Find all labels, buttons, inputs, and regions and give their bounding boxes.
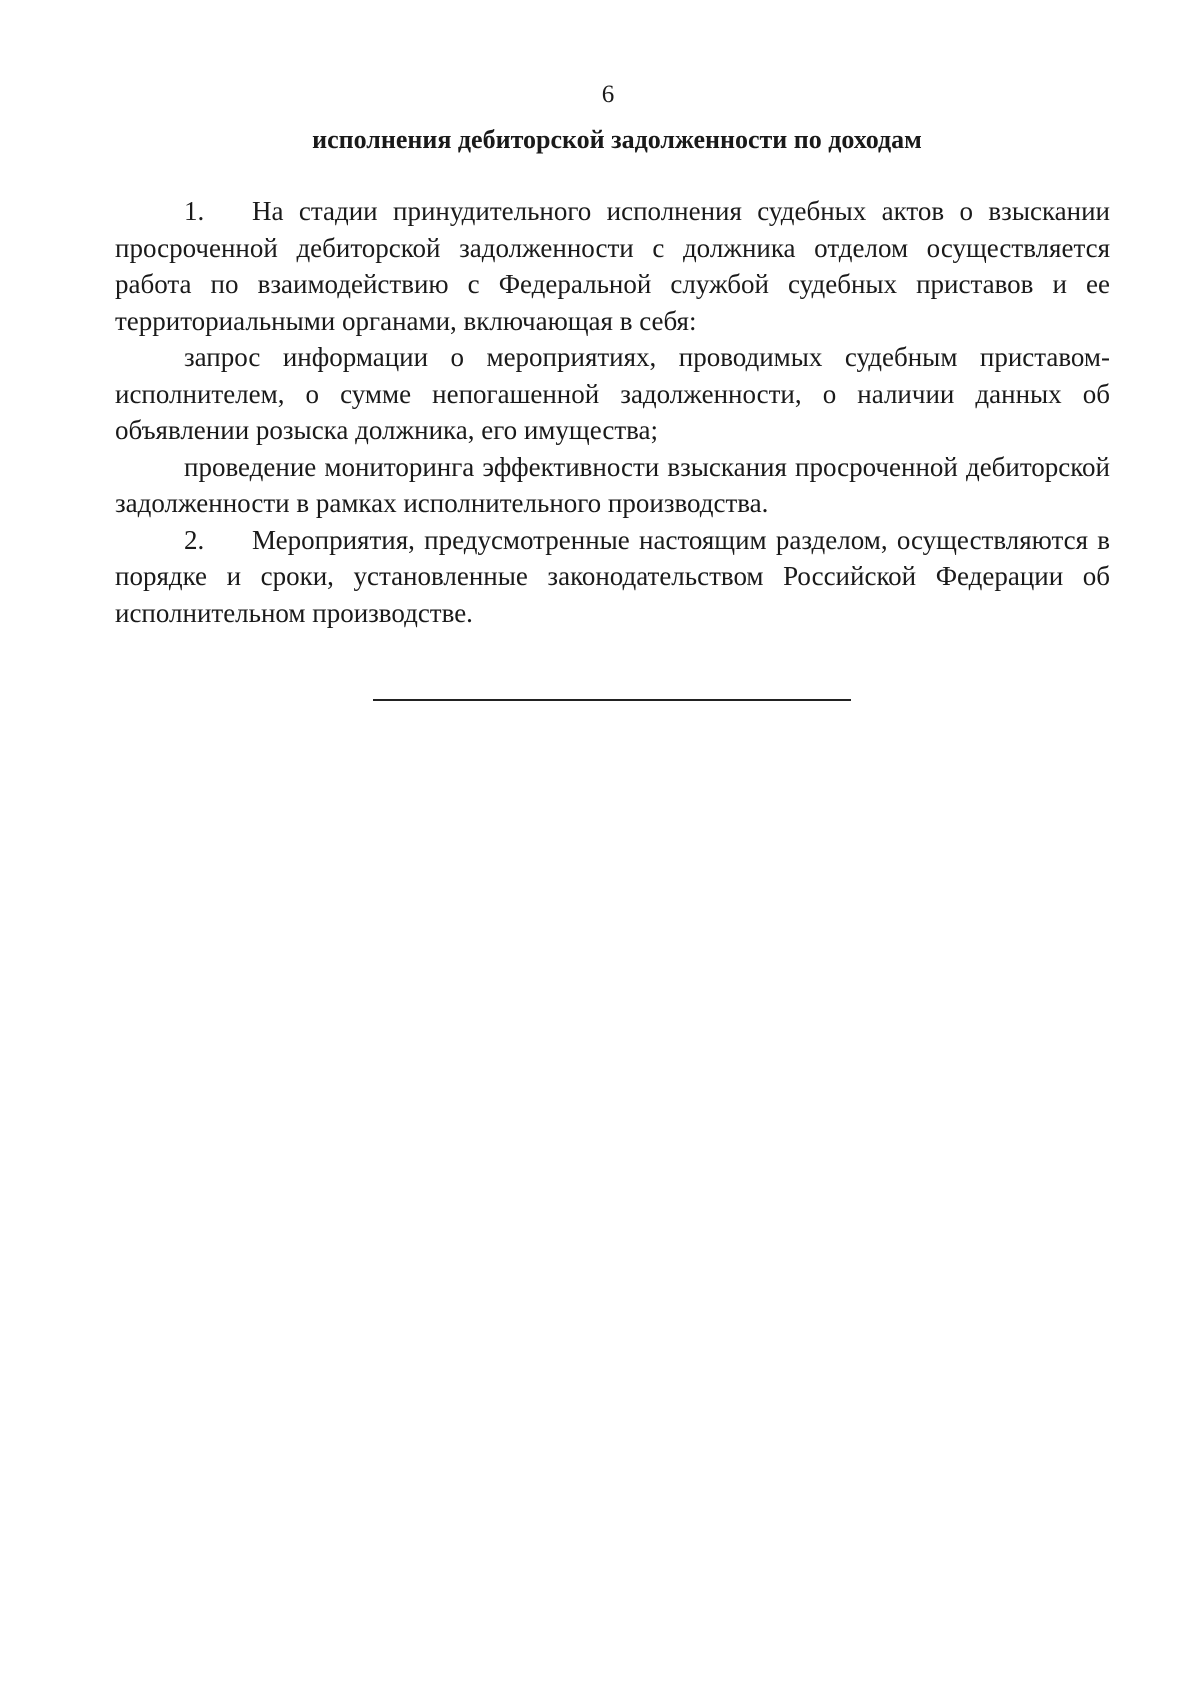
paragraph-1 — [115, 193, 1110, 339]
document-body — [115, 193, 1110, 631]
paragraph-text: проведение мониторинга эффективности взыскания просроченной дебиторской задолженности в рамках исполнительного производства. — [115, 451, 1110, 518]
page-number: 6 — [601, 81, 615, 108]
paragraph-request-info — [115, 339, 1110, 449]
paragraph-monitoring — [115, 449, 1110, 522]
paragraph-number: 2. — [184, 524, 205, 555]
paragraph-text: запрос информации о мероприятиях, проводимых судебным приставом-исполнителем, о сумме непогашенной задолженности, о наличии данных об объявлении розыска должника, его имущества; — [115, 342, 1110, 445]
paragraph-text: Мероприятия, предусмотренные настоящим разделом, осуществляются в порядке и сроки, установленные законодательством Российской Федерации об исполнительном производстве. — [115, 524, 1110, 628]
paragraph-text: На стадии принудительного исполнения судебных актов о взыскании просроченной дебиторской задолженности с должника отделом осуществляется работа по взаимодействию с Федеральной службой судебных приставов и ее территориальными органами, включающая в себя: — [115, 196, 1110, 336]
paragraph-2 — [115, 522, 1110, 632]
end-separator-line — [373, 699, 851, 701]
paragraph-number: 1. — [184, 196, 205, 226]
section-heading: исполнения дебиторской задолженности по доходам — [312, 125, 922, 154]
